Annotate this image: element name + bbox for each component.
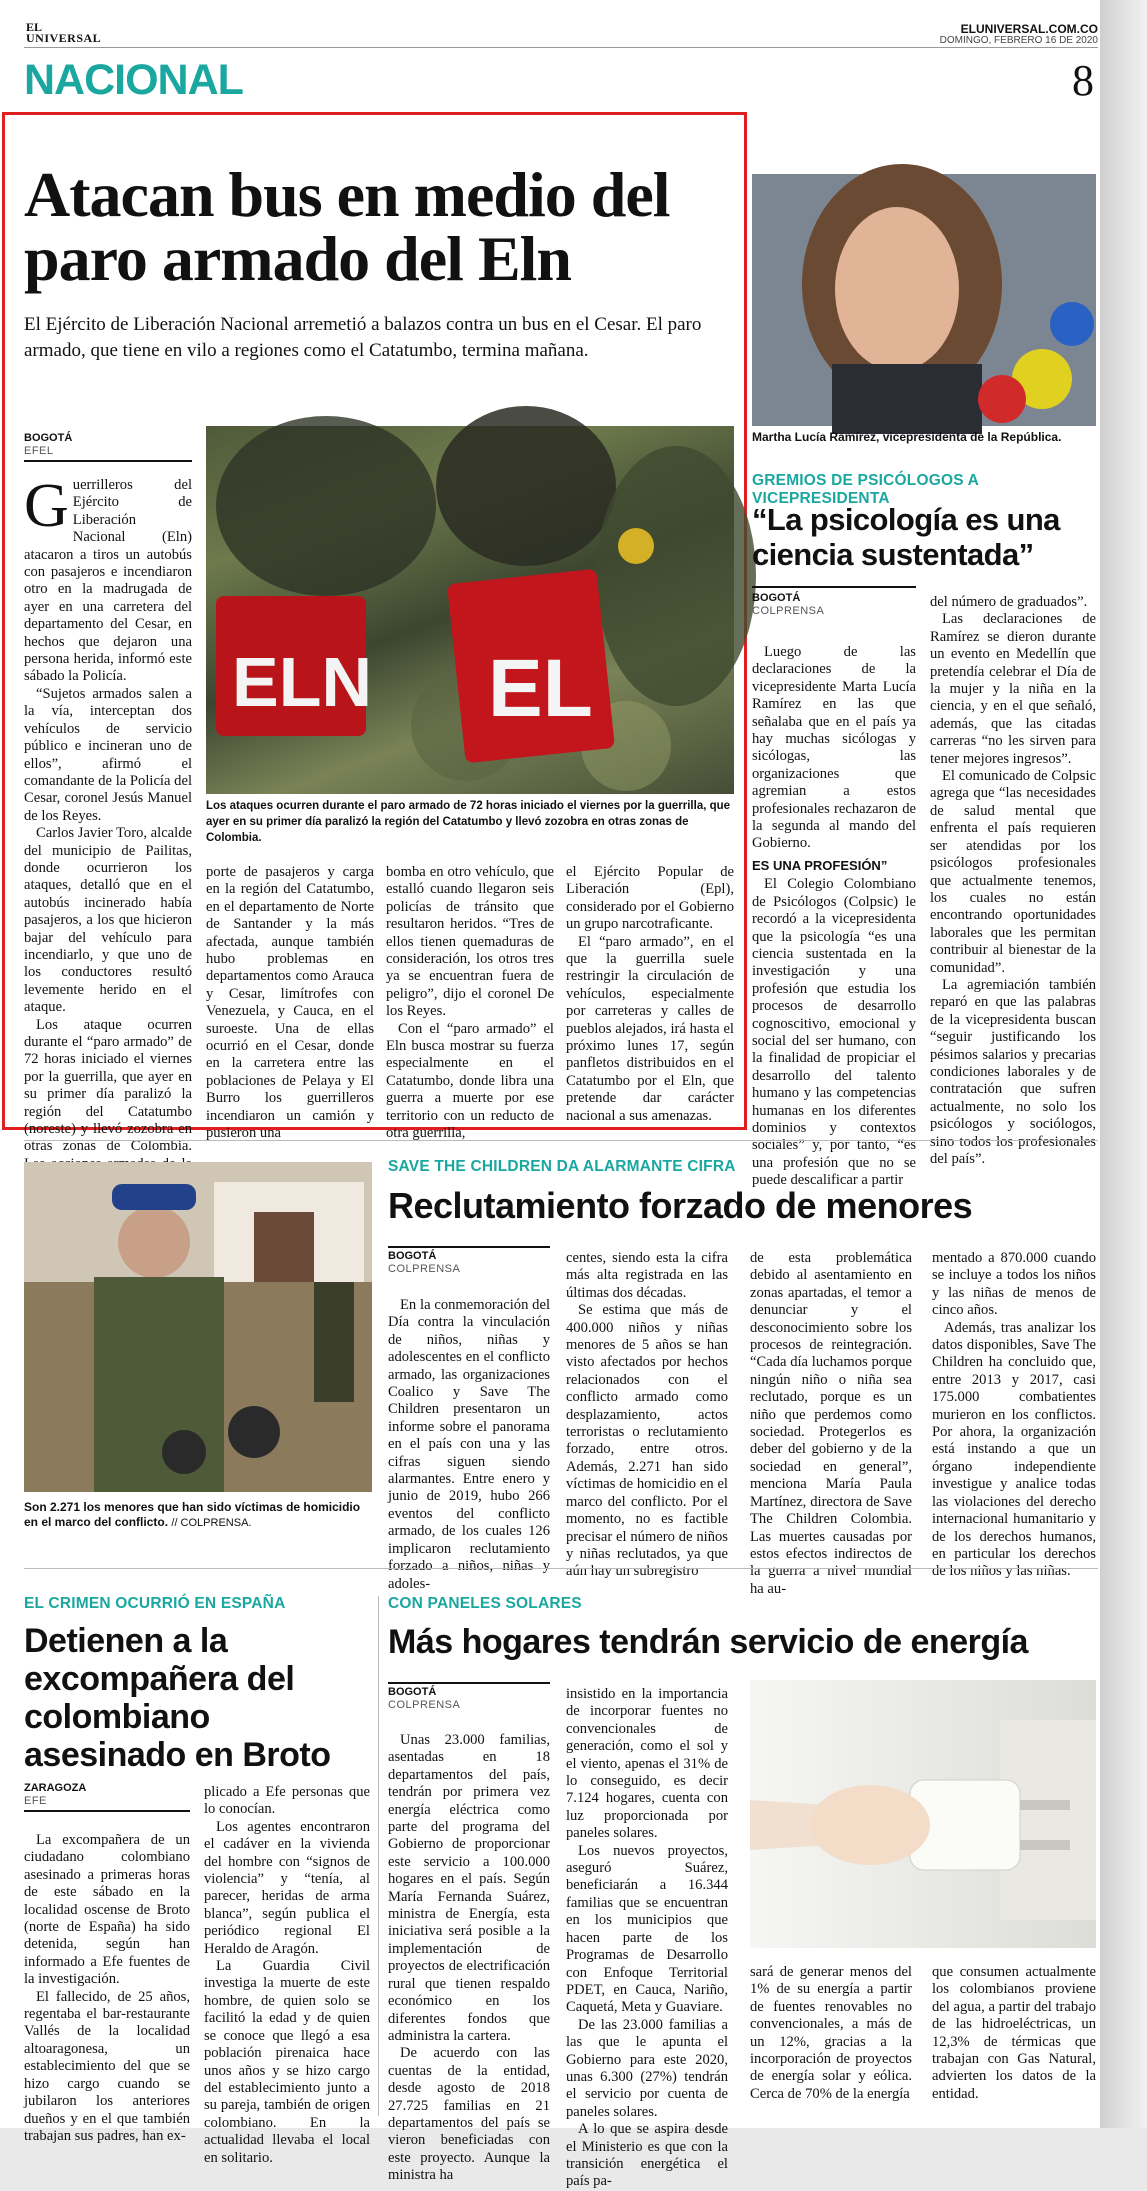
spain-col-2-p3: La Guardia Civil investiga la muerte de este hombre, de quien solo se facilitó la edad y de quien se conoce que llegó a esa población pirenaica hace unos años y se hizo cargo del establecimiento junto a su pareja, también de origen colombiano. En la actualidad llevaba el local en solitario. — [204, 1958, 370, 2166]
main-col-1-p3: Carlos Javier Toro, alcalde del municipio de Pailitas, donde ocurrieron los ataques, detalló que en el autobús incinerado había pasajeros, a los que hicieron bajar del vehículo para incendiarlo, y que uno de los conductores resultó levemente herido en el ataque. — [24, 825, 192, 1016]
energy-col-2-p4: A lo que se aspira desde el Ministerio es que con la transición energética el país pa- — [566, 2121, 728, 2190]
child-photo-credit: // COLPRENSA. — [171, 1517, 252, 1529]
main-col-1 — [24, 472, 192, 1155]
side-col-2-p4: La agremiación también reparó en que las palabras de la vicepresidenta buscan “seguir justificando los pésimos salarios y precarias condiciones laborales y de contratación que sufren actualmente, no solo los psicólogos y sociólogos, sino todos los profesionales del país”. — [930, 976, 1096, 1167]
energy-dateline — [388, 1686, 550, 1712]
spain-col-2-p2: Los agentes encontraron el cadáver en la vivienda del hombre con “signos de violencia” y “tenía, al parecer, heridas de arma blanca”, según publica el periódico regional El Heraldo de Aragón. — [204, 1818, 370, 1957]
energy-col-3-p1: sará de generar menos del 1% de su energía a partir de fuentes renovables no convencionales, a más de un 12%, gracias a la incorporación de proyectos de energía solar y eólica. Cerca de 70% de la energía — [750, 1964, 912, 2102]
energy-col-1-p2: De acuerdo con las cuentas de la entidad, desde agosto de 2018 27.725 familias en 21 departamentos del país se vieron beneficiadas con este proyecto. Aunque la ministra ha — [388, 2045, 550, 2184]
spain-headline: Detienen a la excompañera del colombiano asesinado en Broto — [24, 1622, 331, 1774]
energy-dateline-city: BOGOTÁ — [388, 1686, 437, 1698]
spain-dateline-agency: EFE — [24, 1795, 47, 1807]
spain-col-1 — [24, 1832, 190, 2144]
main-dateline-agency: EFEL — [24, 445, 54, 457]
main-col-4-p1: el Ejército Popular de Liberación (Epl), considerado por el Gobierno un grupo narcotraficante. — [566, 864, 734, 933]
children-col-1 — [388, 1297, 550, 1592]
main-headline: Atacan bus en medio del paro armado del Eln — [24, 159, 670, 294]
side-dateline — [752, 592, 916, 618]
section-divider-2 — [24, 1568, 1098, 1569]
side-col-1 — [752, 644, 916, 1189]
logo — [26, 22, 101, 44]
plug-photo — [750, 1680, 1096, 1948]
main-col-4 — [566, 864, 734, 1124]
main-col-1-p2: “Sujetos armados salen a la vía, interceptan dos vehículos de servicio público e incineran uno de ellos”, afirmó el comandante de la Policía del Cesar, coronel Jesús Manuel de los Reyes. — [24, 685, 192, 824]
children-col-3-p1: de esta problemática debido al asentamiento en zonas apartadas, el temor a denunciar y el desconocimiento sobre los procesos de reintegración. “Cada día luchamos porque ningún niño o niña sea reclutado, porque es un niño que perdemos como sociedad. Protegerlos es deber del gobierno y de la sociedad en general”, menciona María Paula Martínez, directora de Save The Children Colombia. Las muertes causadas por estos efectos indirectos de la guerra a nivel mundial ha au- — [750, 1250, 912, 1597]
main-deck: El Ejército de Liberación Nacional arremetió a balazos contra un bus en el Cesar. El paro armado, que tiene en vilo a regiones como el Catatumbo, termina mañana. — [24, 314, 702, 361]
spain-dateline-rule — [24, 1810, 190, 1812]
spain-dateline-city: ZARAGOZA — [24, 1782, 87, 1794]
main-col-1-p4: Los ataque ocurren durante el “paro armado” de 72 horas iniciado el viernes por la guerrilla, que ayer en su primer día paralizó la región del Catatumbo (noreste) y llevó zozobra en otras zonas de Colombia. — [24, 1016, 192, 1155]
side-col-2 — [930, 594, 1096, 1167]
child-soldier-photo — [24, 1162, 372, 1492]
main-photo-caption: Los ataques ocurren durante el paro armado de 72 horas iniciado el viernes por la guerrilla, que ayer en su primer día paralizó la región del Catatumbo y llevó zozobra en otras zonas de Colombia. — [206, 800, 731, 844]
main-photo — [206, 426, 734, 794]
energy-col-2 — [566, 1686, 728, 2190]
children-col-4-p2: Además, tras analizar los datos disponibles, Save The Children ha concluido que, entre 2013 y 2017, casi 175.000 combatientes murieron en los conflictos. Por ahora, la organización está instando a que un órgano independiente investigue y analice todas las violaciones del derecho internacional humanitario y de los derechos humanos, en particular los derechos de los niños y las niñas. — [932, 1319, 1096, 1580]
energy-kicker: CON PANELES SOLARES — [388, 1595, 582, 1612]
side-dateline-rule — [752, 586, 916, 588]
eln-patch-text: ELN — [232, 643, 372, 721]
children-col-2 — [566, 1250, 728, 1580]
main-col-2 — [206, 864, 374, 1142]
vicepresident-photo-caption: Martha Lucía Ramírez, vicepresidenta de la República. — [752, 430, 1062, 444]
main-photo-illustration — [206, 426, 734, 794]
side-col-1-p1: Luego de las declaraciones de la vicepresidente Marta Lucía Ramírez en las que señalaba que en el país ya hay muchas sicólogas y sicólogas, las organizaciones que agremian a estos profesionales rechazaron de la segunda al mando del Gobierno. — [752, 644, 916, 852]
energy-col-4 — [932, 1964, 1096, 2122]
main-dateline-rule — [24, 460, 192, 462]
side-col-1-p2: El Colegio Colombiano de Psicólogos (Colpsic) le recordó a la vicepresidenta que la psicología “es una ciencia sustentada en la investigación y una profesión que estudia los procesos de desarrollo cognoscitivo, emocional y social del ser humano, con la finalidad de propiciar el desarrollo del talento humano y las competencias humanas en los diferentes dominios y contextos sociales” y, por tanto, “es una profesión que no se puede descalificar a partir — [752, 876, 916, 1189]
children-col-3 — [750, 1250, 912, 1597]
energy-dateline-agency: COLPRENSA — [388, 1699, 461, 1711]
children-col-2-p1: centes, siendo esta la cifra más alta registrada en las últimas dos décadas. — [566, 1250, 728, 1301]
energy-dateline-rule — [388, 1682, 550, 1684]
main-col-4-p2: El “paro armado”, en el que la guerrilla suele restringir la circulación de vehículos, especialmente por carreteras y calles de pueblos alejados, irá hasta el próximo lunes 17, según panfletos distribuidos en el Catatumbo por el Eln, que pretende dar carácter nacional a sus amenazas. — [566, 933, 734, 1124]
side-dateline-agency: COLPRENSA — [752, 605, 825, 617]
column-divider-bottom — [378, 1596, 379, 2116]
energy-col-1 — [388, 1732, 550, 2184]
main-dateline — [24, 432, 192, 458]
section-title: NACIONAL — [24, 56, 243, 104]
children-col-4 — [932, 1250, 1096, 1580]
energy-col-3 — [750, 1964, 912, 2122]
main-col-3-p2: Con el “paro armado” el Eln busca mostrar su fuerza especialmente en el Catatumbo, donde libra una guerra a muerte por ese territorio con un reducto de otra guerrilla, — [386, 1020, 554, 1142]
children-dateline-city: BOGOTÁ — [388, 1250, 437, 1262]
side-col-2-p1: del número de graduados”. — [930, 594, 1088, 610]
energy-headline: Más hogares tendrán servicio de energía — [388, 1623, 1028, 1661]
energy-col-2-p1: insistido en la importancia de incorporar fuentes no convencionales de generación, como el sol y el viento, apenas el 31% de lo conseguido, es decir 7.124 hogares, cuenta con luz proporcionada por paneles solares. — [566, 1686, 728, 1842]
children-headline: Reclutamiento forzado de menores — [388, 1185, 973, 1226]
children-col-1-p1: En la conmemoración del Día contra la vinculación de niños, niñas y adolescentes en el conflicto armado, las organizaciones Coalico y Save The Children presentaron un informe sobre el panorama en el país con una y las cifras siguen siendo alarmantes. Entre enero y junio de 2019, hubo 266 eventos del conflicto armado, de los cuales 126 implicaron reclutamiento forzado a niños, niñas y adoles- — [388, 1297, 550, 1592]
children-dateline — [388, 1250, 550, 1276]
energy-col-2-p3: De las 23.000 familias a las que le apunta el Gobierno para este 2020, unas 6.300 (27%) tendrán el servicio por cuenta de paneles solares. — [566, 2016, 728, 2120]
main-col-3-p1: bomba en otro vehículo, que estalló cuando llegaron seis policías de tránsito que resultaron heridos. “Tres de ellos tienen quemaduras de consideración, los otros tres ya se encuentran fuera de peligro”, dijo el coronel De los Reyes. — [386, 864, 554, 1020]
child-soldier-photo-illustration — [24, 1162, 372, 1492]
side-col-2-p2: Las declaraciones de Ramírez se dieron durante un evento en Medellín que pretendía celebrar el Día de la mujer y la niña en la ciencia, y en el que señaló, además, que las citadas carreras “no les sirven para tener mejores ingresos”. — [930, 611, 1096, 767]
page-edge-shadow — [1100, 0, 1147, 2128]
site-url: ELUNIVERSAL.COM.CO — [960, 22, 1098, 36]
side-dateline-city: BOGOTÁ — [752, 592, 801, 604]
spain-col-1-p1: La excompañera de un ciudadano colombiano asesinado a primeras horas de este sábado en la localidad oscense de Broto (norte de España) ha sido detenida, según han informado a Efe fuentes de la investigación. — [24, 1832, 190, 1988]
logo-bottom: UNIVERSAL — [26, 31, 102, 45]
spain-col-2-p1: plicado a Efe personas que lo conocían. — [204, 1784, 370, 1818]
spain-kicker: EL CRIMEN OCURRIÓ EN ESPAÑA — [24, 1595, 286, 1612]
energy-col-4-p1: que consumen actualmente los colombianos proviene del agua, a partir del trabajo de las hidroeléctricas, un 12,3% de térmicas que trabajan con Gas Natural, advierten los datos de la entidad. — [932, 1964, 1096, 2102]
children-dateline-rule — [388, 1246, 550, 1248]
side-subhead: ES UNA PROFESIÓN” — [752, 857, 888, 873]
spain-dateline — [24, 1782, 190, 1808]
side-headline: “La psicología es una ciencia sustentada” — [752, 502, 1060, 572]
children-col-2-p2: Se estima que más de 400.000 niños y niñas menores de 5 años se han visto afectados por hechos relacionados con el conflicto armado como desplazamiento, actos terroristas o reclutamiento forzado, entre otros. Además, 2.271 han sido víctimas de homicidio en el marco del conflicto. Por el momento, no es factible precisar el número de niños y niñas reclutados, ya que aún hay un subregistro — [566, 1302, 728, 1580]
section-divider-1 — [24, 1140, 1098, 1141]
side-col-2-p3: El comunicado de Colpsic agrega que “las necesidades de salud mental que enfrenta el país requieren ser atendidas por los psicólogos profesionales que actualmente tenemos, los cuales no están encontrando oportunidades laborales que les permitan contribuir al bienestar de la comunidad”. — [930, 768, 1096, 976]
main-col-2-p1: porte de pasajeros y carga en la región del Catatumbo, en el departamento de Norte de Santander y la más afectada, aunque también hubo problemas en departamentos como Arauca y Cesar, limítrofes con Venezuela, y Cauca, en el suroeste. Una de ellas ocurrió en el Cesar, donde en la carretera entre las poblaciones de Pelaya y El Burro los guerrilleros incendiaron un camión y pusieron una — [206, 864, 374, 1142]
child-photo-caption-text: Son 2.271 los menores que han sido víctimas de homicidio en el marco del conflicto. — [24, 1500, 361, 1529]
main-col-3 — [386, 864, 554, 1142]
el-patch-text: EL — [488, 643, 593, 734]
masthead-rule — [24, 47, 1098, 48]
children-kicker: SAVE THE CHILDREN DA ALARMANTE CIFRA — [388, 1158, 736, 1175]
vicepresident-photo-illustration — [752, 174, 1096, 426]
energy-col-1-p1: Unas 23.000 familias, asentadas en 18 departamentos del país, tendrán por primera vez energía eléctrica como parte del programa del Gobierno de proporcionar este servicio a 100.000 hogares en el país. Según María Fernanda Suárez, ministra de Energía, esta iniciativa será posible a la implementación de proyectos de electrificación rural que tienen respaldo económico en los diferentes fondos que administra la cartera. — [388, 1732, 550, 2044]
plug-photo-illustration — [750, 1680, 1096, 1948]
child-photo-caption — [24, 1500, 372, 1531]
spain-col-2 — [204, 1784, 370, 2166]
vicepresident-photo — [752, 174, 1096, 426]
energy-col-2-p2: Los nuevos proyectos, aseguró Suárez, beneficiarán a 16.344 familias que se encuentran en los municipios que hacen parte de los Programas de Desarrollo con Enfoque Territorial PDET, en Cauca, Nariño, Caquetá, Meta y Guaviare. — [566, 1842, 728, 2016]
dropcap: G — [24, 472, 69, 540]
spain-col-1-p2: El fallecido, de 25 años, regentaba el bar-restaurante Vallés de la localidad altoaragonesa, un establecimiento del que se hizo cargo cuando se jubilaron los anteriores dueños y en el que también trabajan sus padres, han ex- — [24, 1988, 190, 2144]
side-kicker: GREMIOS DE PSICÓLOGOS A VICEPRESIDENTA — [752, 472, 979, 507]
page-number: 8 — [1072, 56, 1094, 105]
main-col-1-p1: Guerrilleros del Ejército de Liberación Nacional (Eln) atacaron a tiros un autobús con pasajeros e incendiaron otro en la madrugada de ayer en una carretera del departamento del Cesar, en hechos que dejaron una persona herida, informó este sábado la Policía. — [24, 472, 192, 685]
logo-top: EL — [26, 20, 43, 34]
children-col-4-p1: mentado a 870.000 cuando se incluye a todos los niños y las niñas de menos de cinco años. — [932, 1250, 1096, 1319]
children-dateline-agency: COLPRENSA — [388, 1263, 461, 1275]
main-dateline-city: BOGOTÁ — [24, 432, 73, 444]
issue-date: DOMINGO, FEBRERO 16 DE 2020 — [939, 35, 1098, 46]
